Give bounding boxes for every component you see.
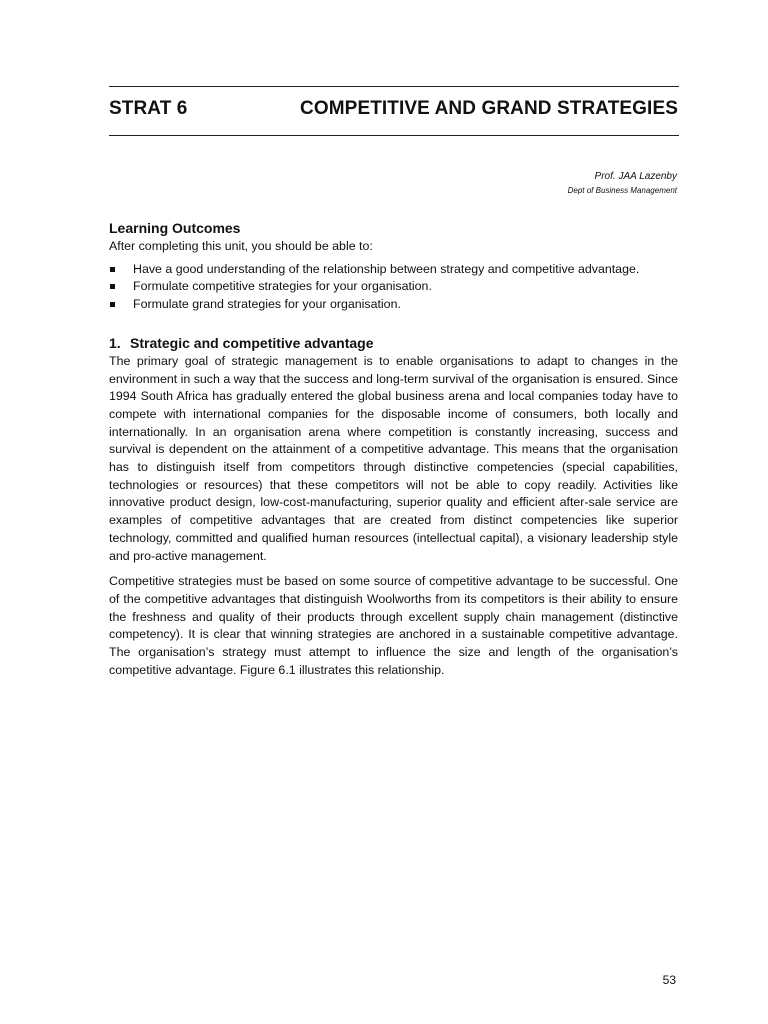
unit-code: STRAT 6 <box>109 98 188 119</box>
page-content <box>109 218 678 679</box>
header-bottom-rule <box>109 135 679 136</box>
learning-outcomes-intro: After completing this unit, you should be able to: <box>109 239 373 253</box>
bullet-icon <box>110 284 115 289</box>
outcome-text: Have a good understanding of the relationship between strategy and competitive advantage. <box>133 261 640 276</box>
list-item <box>109 296 678 314</box>
section-number: 1. <box>109 334 121 351</box>
body-paragraph: The primary goal of strategic management is to enable organisations to adapt to changes in the environment in such a way that the success and long-term survival of the organisation is ensured. Since 1994 South Africa has gradually entered the global business arena and local companies today have to compete with international companies for the disposable income of consumers, both locally and internationally. In an organisation arena where competition is constantly increasing, success and survival is dependent on the attainment of a competitive advantage. This means that the organisation has to distinguish itself from competitors through distinctive competencies (special capabilities, technologies or resources) that these competitors will not be able to copy readily. Activities like innovative product design, low-cost-manufacturing, superior quality and efficient after-sale service are examples of competitive advantages that are created from distinct competencies like superior technology, committed and qualified human resources (intellectual capital), a visionary leadership style and pro-active management. <box>109 353 678 563</box>
unit-title: COMPETITIVE AND GRAND STRATEGIES <box>300 98 678 119</box>
bullet-icon <box>110 302 115 307</box>
body-paragraph: Competitive strategies must be based on some source of competitive advantage to be successful. One of the competitive advantages that distinguish Woolworths from its competitors is their ability to ensure the freshness and quality of their products through excellent supply chain management (distinctive competency). It is clear that winning strategies are anchored in a sustainable competitive advantage. The organisation’s strategy must attempt to influence the size and length of the organisation’s competitive advantage. Figure 6.1 illustrates this relationship. <box>109 574 678 677</box>
author-name: Prof. JAA Lazenby <box>594 171 677 182</box>
outcome-text: Formulate grand strategies for your organisation. <box>133 297 401 312</box>
section-heading <box>109 333 678 353</box>
learning-outcomes-list <box>109 261 678 314</box>
page-header <box>109 98 679 126</box>
learning-outcomes-heading: Learning Outcomes <box>109 220 241 236</box>
list-item <box>109 278 678 296</box>
page-number: 53 <box>662 973 676 987</box>
list-item <box>109 261 678 279</box>
header-top-rule <box>109 86 679 87</box>
outcome-text: Formulate competitive strategies for your organisation. <box>133 279 432 294</box>
author-department: Dept of Business Management <box>567 186 677 195</box>
bullet-icon <box>110 267 115 272</box>
author-block <box>568 170 677 197</box>
section-title: Strategic and competitive advantage <box>130 334 374 351</box>
